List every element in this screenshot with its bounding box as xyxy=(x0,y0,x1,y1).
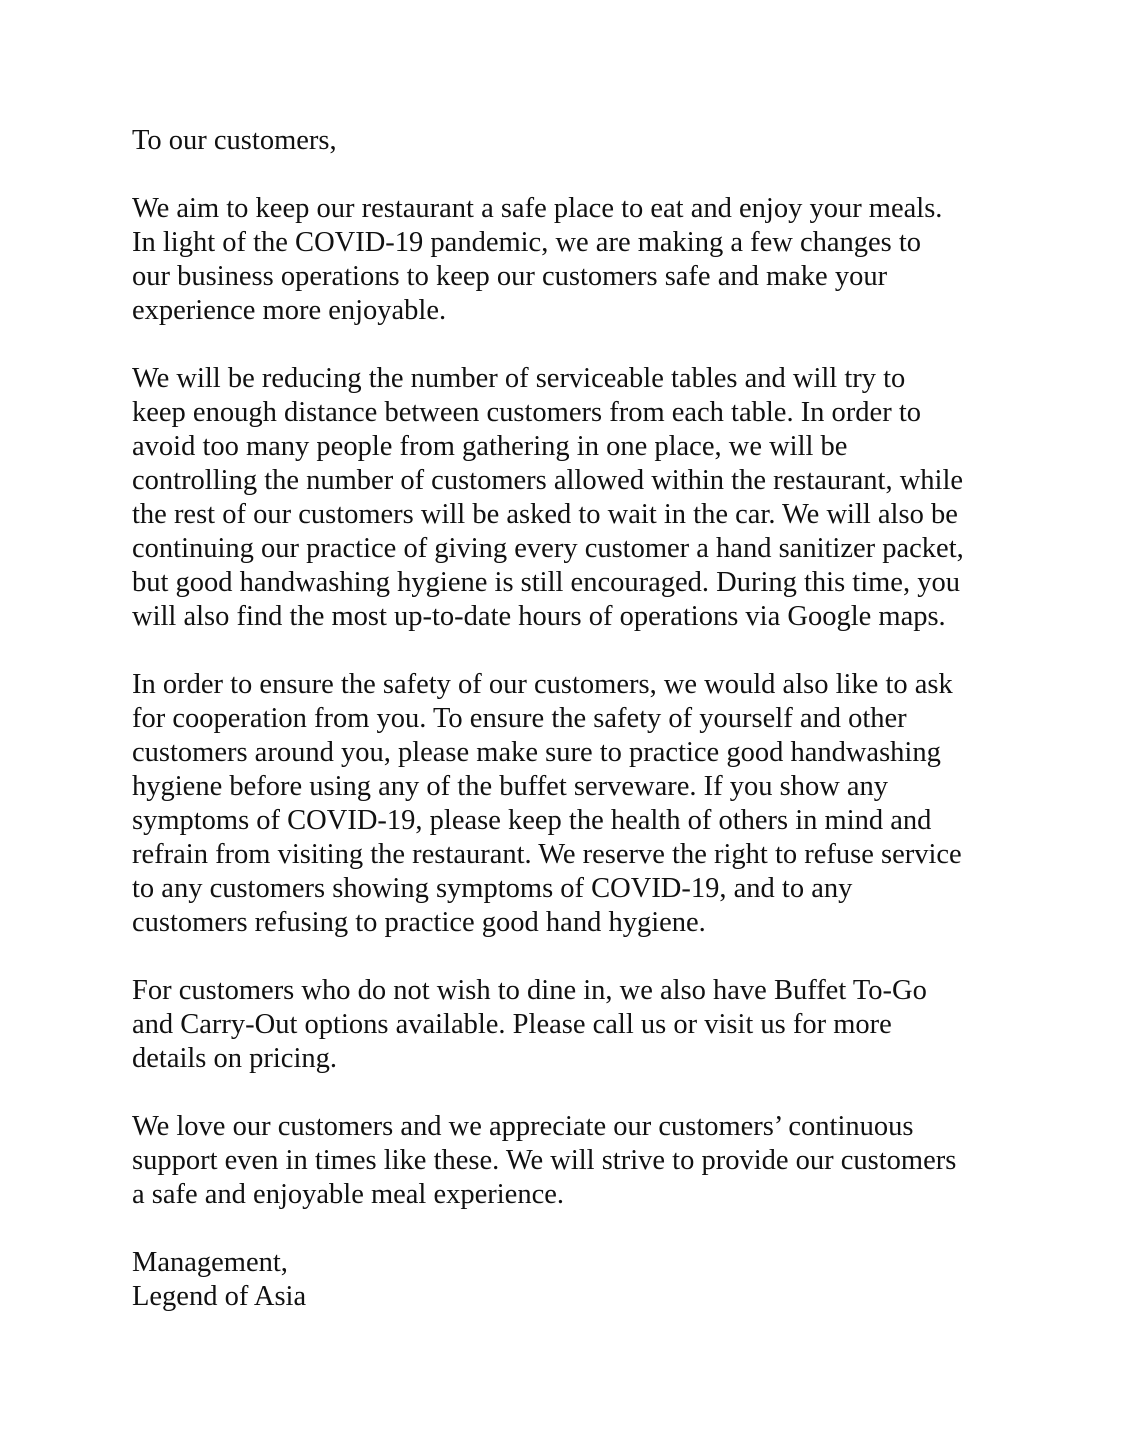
signature-title: Management, xyxy=(132,1247,288,1278)
greeting-line: To our customers, xyxy=(132,125,337,156)
text-line: For customers who do not wish to dine in, we also have Buffet To-Go xyxy=(132,975,927,1006)
text-line: customers refusing to practice good hand hygiene. xyxy=(132,907,706,938)
text-line: hygiene before using any of the buffet serveware. If you show any xyxy=(132,771,889,802)
text-line: and Carry-Out options available. Please call us or visit us for more xyxy=(132,1009,892,1040)
text-line: avoid too many people from gathering in one place, we will be xyxy=(132,431,848,462)
paragraph-intro xyxy=(132,192,1012,328)
text-line: the rest of our customers will be asked to wait in the car. We will also be xyxy=(132,499,958,530)
text-line: keep enough distance between customers from each table. In order to xyxy=(132,397,921,428)
text-line: We aim to keep our restaurant a safe place to eat and enjoy your meals. xyxy=(132,193,943,224)
letter-body xyxy=(132,124,1012,1348)
text-line: refrain from visiting the restaurant. We reserve the right to refuse service xyxy=(132,839,962,870)
text-line: will also find the most up-to-date hours of operations via Google maps. xyxy=(132,601,946,632)
signature-block xyxy=(132,1246,1012,1314)
signature-business-name: Legend of Asia xyxy=(132,1281,307,1312)
paragraph-to-go xyxy=(132,974,1012,1076)
text-line: controlling the number of customers allowed within the restaurant, while xyxy=(132,465,964,496)
text-line: continuing our practice of giving every customer a hand sanitizer packet, xyxy=(132,533,964,564)
text-line: symptoms of COVID-19, please keep the health of others in mind and xyxy=(132,805,932,836)
paragraph-closing xyxy=(132,1110,1012,1212)
text-line: support even in times like these. We will strive to provide our customers xyxy=(132,1145,957,1176)
text-line: In order to ensure the safety of our customers, we would also like to ask xyxy=(132,669,953,700)
paragraph-cooperation xyxy=(132,668,1012,940)
text-line: to any customers showing symptoms of COVID-19, and to any xyxy=(132,873,853,904)
text-line: our business operations to keep our customers safe and make your xyxy=(132,261,888,292)
paragraph-operations xyxy=(132,362,1012,634)
greeting xyxy=(132,124,1012,158)
text-line: customers around you, please make sure to practice good handwashing xyxy=(132,737,941,768)
text-line: a safe and enjoyable meal experience. xyxy=(132,1179,565,1210)
text-line: for cooperation from you. To ensure the safety of yourself and other xyxy=(132,703,907,734)
text-line: In light of the COVID-19 pandemic, we are making a few changes to xyxy=(132,227,922,258)
text-line: but good handwashing hygiene is still encouraged. During this time, you xyxy=(132,567,960,598)
text-line: experience more enjoyable. xyxy=(132,295,447,326)
text-line: We love our customers and we appreciate our customers’ continuous xyxy=(132,1111,914,1142)
text-line: We will be reducing the number of serviceable tables and will try to xyxy=(132,363,906,394)
text-line: details on pricing. xyxy=(132,1043,337,1074)
